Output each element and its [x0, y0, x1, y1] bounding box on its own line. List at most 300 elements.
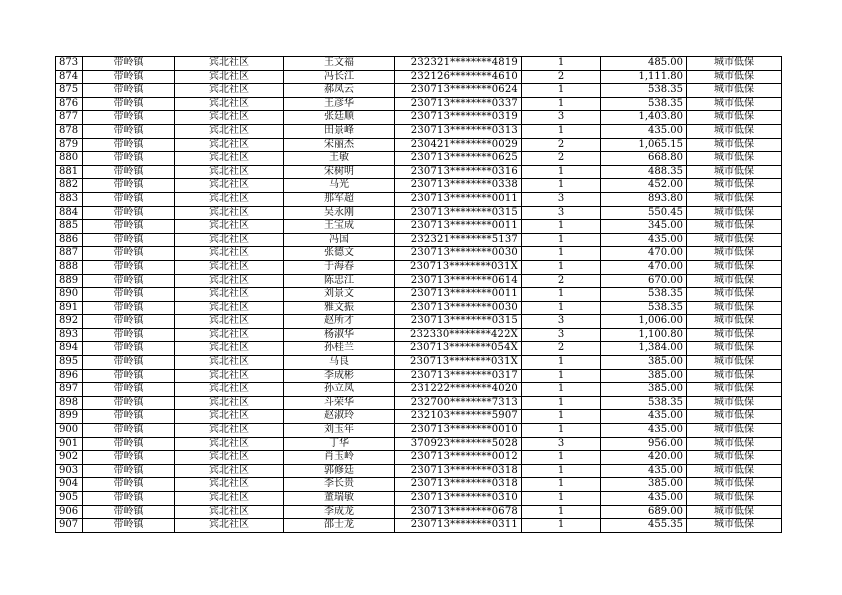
table-row [56, 505, 782, 519]
recipient-name-cell: 赵淑玲 [284, 410, 395, 424]
serial-number-cell: 890 [56, 288, 83, 302]
serial-number-cell: 884 [56, 206, 83, 220]
id-number-cell: 230713********0338 [395, 179, 522, 193]
allowance-type-cell: 城市低保 [687, 301, 782, 315]
id-number-cell: 230713********031X [395, 260, 522, 274]
allowance-type-cell: 城市低保 [687, 342, 782, 356]
table-row [56, 342, 782, 356]
serial-number-cell: 879 [56, 138, 83, 152]
recipient-name-cell: 孙桂兰 [284, 342, 395, 356]
allowance-type-cell: 城市低保 [687, 315, 782, 329]
town-cell: 带岭镇 [83, 220, 175, 234]
id-number-cell: 232321********4819 [395, 57, 522, 71]
town-cell: 带岭镇 [83, 288, 175, 302]
serial-number-cell: 888 [56, 260, 83, 274]
serial-number-cell: 887 [56, 247, 83, 261]
recipient-name-cell: 田景峰 [284, 124, 395, 138]
allowance-type-cell: 城市低保 [687, 124, 782, 138]
table-row [56, 519, 782, 533]
community-cell: 宾北社区 [175, 424, 284, 438]
recipient-name-cell: 于海春 [284, 260, 395, 274]
allowance-type-cell: 城市低保 [687, 410, 782, 424]
allowance-type-cell: 城市低保 [687, 505, 782, 519]
allowance-type-cell: 城市低保 [687, 192, 782, 206]
serial-number-cell: 875 [56, 84, 83, 98]
recipient-name-cell: 斗荣华 [284, 396, 395, 410]
amount-cell: 452.00 [601, 179, 687, 193]
serial-number-cell: 874 [56, 70, 83, 84]
serial-number-cell: 898 [56, 396, 83, 410]
serial-number-cell: 902 [56, 451, 83, 465]
amount-cell: 956.00 [601, 437, 687, 451]
recipient-name-cell: 郝凤云 [284, 84, 395, 98]
allowance-type-cell: 城市低保 [687, 383, 782, 397]
household-size-cell: 1 [522, 288, 601, 302]
amount-cell: 538.35 [601, 84, 687, 98]
recipient-name-cell: 刘玉年 [284, 424, 395, 438]
community-cell: 宾北社区 [175, 492, 284, 506]
household-size-cell: 1 [522, 97, 601, 111]
community-cell: 宾北社区 [175, 383, 284, 397]
id-number-cell: 232103********5907 [395, 410, 522, 424]
table-row [56, 206, 782, 220]
town-cell: 带岭镇 [83, 165, 175, 179]
household-size-cell: 1 [522, 165, 601, 179]
amount-cell: 470.00 [601, 260, 687, 274]
town-cell: 带岭镇 [83, 505, 175, 519]
id-number-cell: 230713********0313 [395, 124, 522, 138]
table-row [56, 301, 782, 315]
amount-cell: 385.00 [601, 383, 687, 397]
town-cell: 带岭镇 [83, 301, 175, 315]
recipient-name-cell: 赵所才 [284, 315, 395, 329]
recipient-name-cell: 杨淑华 [284, 328, 395, 342]
table-row [56, 220, 782, 234]
serial-number-cell: 903 [56, 464, 83, 478]
id-number-cell: 230713********054X [395, 342, 522, 356]
table-row [56, 111, 782, 125]
allowance-type-cell: 城市低保 [687, 369, 782, 383]
table-row [56, 192, 782, 206]
serial-number-cell: 882 [56, 179, 83, 193]
amount-cell: 435.00 [601, 424, 687, 438]
town-cell: 带岭镇 [83, 179, 175, 193]
recipient-name-cell: 刘景文 [284, 288, 395, 302]
town-cell: 带岭镇 [83, 57, 175, 71]
id-number-cell: 230713********031X [395, 356, 522, 370]
town-cell: 带岭镇 [83, 152, 175, 166]
community-cell: 宾北社区 [175, 84, 284, 98]
serial-number-cell: 901 [56, 437, 83, 451]
amount-cell: 435.00 [601, 492, 687, 506]
town-cell: 带岭镇 [83, 84, 175, 98]
community-cell: 宾北社区 [175, 57, 284, 71]
household-size-cell: 3 [522, 206, 601, 220]
community-cell: 宾北社区 [175, 315, 284, 329]
serial-number-cell: 899 [56, 410, 83, 424]
household-size-cell: 3 [522, 111, 601, 125]
household-size-cell: 1 [522, 424, 601, 438]
serial-number-cell: 905 [56, 492, 83, 506]
allowance-type-cell: 城市低保 [687, 464, 782, 478]
id-number-cell: 230713********0011 [395, 220, 522, 234]
serial-number-cell: 881 [56, 165, 83, 179]
recipient-name-cell: 雅文振 [284, 301, 395, 315]
allowance-type-cell: 城市低保 [687, 356, 782, 370]
community-cell: 宾北社区 [175, 124, 284, 138]
community-cell: 宾北社区 [175, 138, 284, 152]
household-size-cell: 1 [522, 57, 601, 71]
id-number-cell: 230713********0624 [395, 84, 522, 98]
table-row [56, 356, 782, 370]
table-row [56, 247, 782, 261]
town-cell: 带岭镇 [83, 356, 175, 370]
household-size-cell: 2 [522, 138, 601, 152]
id-number-cell: 230713********0310 [395, 492, 522, 506]
amount-cell: 538.35 [601, 396, 687, 410]
allowance-roll-sheet [55, 56, 782, 533]
recipient-name-cell: 张廷顺 [284, 111, 395, 125]
amount-cell: 385.00 [601, 356, 687, 370]
allowance-type-cell: 城市低保 [687, 478, 782, 492]
town-cell: 带岭镇 [83, 274, 175, 288]
amount-cell: 1,100.80 [601, 328, 687, 342]
town-cell: 带岭镇 [83, 315, 175, 329]
amount-cell: 1,384.00 [601, 342, 687, 356]
id-number-cell: 230713********0337 [395, 97, 522, 111]
table-row [56, 179, 782, 193]
id-number-cell: 232330********422X [395, 328, 522, 342]
recipient-name-cell: 王宝成 [284, 220, 395, 234]
town-cell: 带岭镇 [83, 260, 175, 274]
serial-number-cell: 892 [56, 315, 83, 329]
id-number-cell: 232700********7313 [395, 396, 522, 410]
recipient-name-cell: 肖玉岭 [284, 451, 395, 465]
id-number-cell: 230713********0011 [395, 288, 522, 302]
household-size-cell: 2 [522, 342, 601, 356]
recipient-name-cell: 冯国 [284, 233, 395, 247]
table-row [56, 124, 782, 138]
id-number-cell: 230713********0011 [395, 192, 522, 206]
allowance-type-cell: 城市低保 [687, 492, 782, 506]
town-cell: 带岭镇 [83, 70, 175, 84]
allowance-type-cell: 城市低保 [687, 70, 782, 84]
household-size-cell: 1 [522, 233, 601, 247]
allowance-type-cell: 城市低保 [687, 233, 782, 247]
community-cell: 宾北社区 [175, 410, 284, 424]
town-cell: 带岭镇 [83, 111, 175, 125]
amount-cell: 670.00 [601, 274, 687, 288]
community-cell: 宾北社区 [175, 519, 284, 533]
id-number-cell: 230713********0010 [395, 424, 522, 438]
allowance-type-cell: 城市低保 [687, 247, 782, 261]
household-size-cell: 1 [522, 492, 601, 506]
id-number-cell: 231222********4020 [395, 383, 522, 397]
amount-cell: 550.45 [601, 206, 687, 220]
serial-number-cell: 900 [56, 424, 83, 438]
recipient-name-cell: 那军超 [284, 192, 395, 206]
allowance-type-cell: 城市低保 [687, 519, 782, 533]
recipient-name-cell: 陈忠江 [284, 274, 395, 288]
allowance-table [55, 56, 782, 533]
id-number-cell: 230713********0625 [395, 152, 522, 166]
household-size-cell: 1 [522, 383, 601, 397]
community-cell: 宾北社区 [175, 288, 284, 302]
town-cell: 带岭镇 [83, 247, 175, 261]
amount-cell: 1,006.00 [601, 315, 687, 329]
allowance-type-cell: 城市低保 [687, 451, 782, 465]
community-cell: 宾北社区 [175, 451, 284, 465]
household-size-cell: 1 [522, 301, 601, 315]
amount-cell: 470.00 [601, 247, 687, 261]
id-number-cell: 232126********4610 [395, 70, 522, 84]
town-cell: 带岭镇 [83, 410, 175, 424]
amount-cell: 538.35 [601, 301, 687, 315]
community-cell: 宾北社区 [175, 342, 284, 356]
community-cell: 宾北社区 [175, 505, 284, 519]
table-row [56, 70, 782, 84]
allowance-type-cell: 城市低保 [687, 165, 782, 179]
serial-number-cell: 891 [56, 301, 83, 315]
recipient-name-cell: 李长贵 [284, 478, 395, 492]
serial-number-cell: 873 [56, 57, 83, 71]
community-cell: 宾北社区 [175, 165, 284, 179]
amount-cell: 689.00 [601, 505, 687, 519]
household-size-cell: 3 [522, 315, 601, 329]
allowance-type-cell: 城市低保 [687, 179, 782, 193]
table-row [56, 260, 782, 274]
table-row [56, 451, 782, 465]
recipient-name-cell: 冯长江 [284, 70, 395, 84]
household-size-cell: 1 [522, 451, 601, 465]
community-cell: 宾北社区 [175, 328, 284, 342]
town-cell: 带岭镇 [83, 97, 175, 111]
recipient-name-cell: 李成彬 [284, 369, 395, 383]
id-number-cell: 230713********0030 [395, 247, 522, 261]
serial-number-cell: 889 [56, 274, 83, 288]
table-row [56, 84, 782, 98]
community-cell: 宾北社区 [175, 464, 284, 478]
household-size-cell: 1 [522, 464, 601, 478]
household-size-cell: 3 [522, 192, 601, 206]
community-cell: 宾北社区 [175, 396, 284, 410]
amount-cell: 435.00 [601, 464, 687, 478]
table-row [56, 152, 782, 166]
amount-cell: 538.35 [601, 97, 687, 111]
amount-cell: 420.00 [601, 451, 687, 465]
community-cell: 宾北社区 [175, 247, 284, 261]
amount-cell: 385.00 [601, 478, 687, 492]
id-number-cell: 230713********0318 [395, 478, 522, 492]
id-number-cell: 230713********0316 [395, 165, 522, 179]
serial-number-cell: 894 [56, 342, 83, 356]
amount-cell: 435.00 [601, 124, 687, 138]
table-row [56, 424, 782, 438]
community-cell: 宾北社区 [175, 260, 284, 274]
town-cell: 带岭镇 [83, 424, 175, 438]
serial-number-cell: 883 [56, 192, 83, 206]
amount-cell: 538.35 [601, 288, 687, 302]
recipient-name-cell: 马良 [284, 356, 395, 370]
table-row [56, 478, 782, 492]
id-number-cell: 232321********5137 [395, 233, 522, 247]
serial-number-cell: 904 [56, 478, 83, 492]
town-cell: 带岭镇 [83, 328, 175, 342]
town-cell: 带岭镇 [83, 383, 175, 397]
id-number-cell: 230713********0614 [395, 274, 522, 288]
household-size-cell: 1 [522, 220, 601, 234]
recipient-name-cell: 吴永刚 [284, 206, 395, 220]
allowance-table-body [56, 57, 782, 533]
community-cell: 宾北社区 [175, 274, 284, 288]
table-row [56, 383, 782, 397]
household-size-cell: 1 [522, 124, 601, 138]
id-number-cell: 230421********0029 [395, 138, 522, 152]
serial-number-cell: 897 [56, 383, 83, 397]
serial-number-cell: 907 [56, 519, 83, 533]
amount-cell: 1,403.80 [601, 111, 687, 125]
serial-number-cell: 895 [56, 356, 83, 370]
serial-number-cell: 906 [56, 505, 83, 519]
town-cell: 带岭镇 [83, 206, 175, 220]
town-cell: 带岭镇 [83, 464, 175, 478]
allowance-type-cell: 城市低保 [687, 206, 782, 220]
community-cell: 宾北社区 [175, 70, 284, 84]
recipient-name-cell: 李成龙 [284, 505, 395, 519]
community-cell: 宾北社区 [175, 206, 284, 220]
serial-number-cell: 878 [56, 124, 83, 138]
id-number-cell: 230713********0315 [395, 206, 522, 220]
community-cell: 宾北社区 [175, 220, 284, 234]
allowance-type-cell: 城市低保 [687, 260, 782, 274]
household-size-cell: 2 [522, 274, 601, 288]
amount-cell: 435.00 [601, 410, 687, 424]
serial-number-cell: 877 [56, 111, 83, 125]
table-row [56, 369, 782, 383]
recipient-name-cell: 马光 [284, 179, 395, 193]
town-cell: 带岭镇 [83, 478, 175, 492]
community-cell: 宾北社区 [175, 301, 284, 315]
id-number-cell: 230713********0678 [395, 505, 522, 519]
town-cell: 带岭镇 [83, 519, 175, 533]
recipient-name-cell: 王彦华 [284, 97, 395, 111]
table-row [56, 315, 782, 329]
table-row [56, 97, 782, 111]
community-cell: 宾北社区 [175, 437, 284, 451]
allowance-type-cell: 城市低保 [687, 220, 782, 234]
recipient-name-cell: 王敏 [284, 152, 395, 166]
table-row [56, 288, 782, 302]
serial-number-cell: 876 [56, 97, 83, 111]
id-number-cell: 230713********0315 [395, 315, 522, 329]
allowance-type-cell: 城市低保 [687, 111, 782, 125]
amount-cell: 668.80 [601, 152, 687, 166]
household-size-cell: 1 [522, 396, 601, 410]
table-row [56, 410, 782, 424]
town-cell: 带岭镇 [83, 233, 175, 247]
recipient-name-cell: 邵士龙 [284, 519, 395, 533]
household-size-cell: 1 [522, 247, 601, 261]
amount-cell: 435.00 [601, 233, 687, 247]
amount-cell: 1,111.80 [601, 70, 687, 84]
allowance-type-cell: 城市低保 [687, 288, 782, 302]
community-cell: 宾北社区 [175, 152, 284, 166]
household-size-cell: 1 [522, 84, 601, 98]
household-size-cell: 2 [522, 70, 601, 84]
household-size-cell: 3 [522, 437, 601, 451]
serial-number-cell: 886 [56, 233, 83, 247]
amount-cell: 455.35 [601, 519, 687, 533]
household-size-cell: 2 [522, 152, 601, 166]
allowance-type-cell: 城市低保 [687, 437, 782, 451]
town-cell: 带岭镇 [83, 492, 175, 506]
id-number-cell: 230713********0319 [395, 111, 522, 125]
table-row [56, 437, 782, 451]
town-cell: 带岭镇 [83, 396, 175, 410]
allowance-type-cell: 城市低保 [687, 152, 782, 166]
town-cell: 带岭镇 [83, 437, 175, 451]
amount-cell: 385.00 [601, 369, 687, 383]
id-number-cell: 370923********5028 [395, 437, 522, 451]
id-number-cell: 230713********0030 [395, 301, 522, 315]
serial-number-cell: 893 [56, 328, 83, 342]
id-number-cell: 230713********0311 [395, 519, 522, 533]
household-size-cell: 1 [522, 478, 601, 492]
id-number-cell: 230713********0318 [395, 464, 522, 478]
table-row [56, 138, 782, 152]
recipient-name-cell: 王文福 [284, 57, 395, 71]
household-size-cell: 1 [522, 505, 601, 519]
id-number-cell: 230713********0317 [395, 369, 522, 383]
table-row [56, 464, 782, 478]
town-cell: 带岭镇 [83, 192, 175, 206]
table-row [56, 233, 782, 247]
town-cell: 带岭镇 [83, 138, 175, 152]
table-row [56, 328, 782, 342]
serial-number-cell: 896 [56, 369, 83, 383]
amount-cell: 488.35 [601, 165, 687, 179]
recipient-name-cell: 宋树明 [284, 165, 395, 179]
community-cell: 宾北社区 [175, 192, 284, 206]
allowance-type-cell: 城市低保 [687, 138, 782, 152]
amount-cell: 1,065.15 [601, 138, 687, 152]
table-row [56, 274, 782, 288]
allowance-type-cell: 城市低保 [687, 274, 782, 288]
table-row [56, 57, 782, 71]
community-cell: 宾北社区 [175, 97, 284, 111]
serial-number-cell: 885 [56, 220, 83, 234]
household-size-cell: 1 [522, 369, 601, 383]
allowance-type-cell: 城市低保 [687, 57, 782, 71]
allowance-type-cell: 城市低保 [687, 396, 782, 410]
community-cell: 宾北社区 [175, 233, 284, 247]
community-cell: 宾北社区 [175, 478, 284, 492]
recipient-name-cell: 丁华 [284, 437, 395, 451]
community-cell: 宾北社区 [175, 179, 284, 193]
allowance-type-cell: 城市低保 [687, 97, 782, 111]
id-number-cell: 230713********0012 [395, 451, 522, 465]
allowance-type-cell: 城市低保 [687, 84, 782, 98]
table-row [56, 165, 782, 179]
household-size-cell: 1 [522, 410, 601, 424]
amount-cell: 485.00 [601, 57, 687, 71]
amount-cell: 893.80 [601, 192, 687, 206]
household-size-cell: 1 [522, 260, 601, 274]
recipient-name-cell: 张德文 [284, 247, 395, 261]
town-cell: 带岭镇 [83, 124, 175, 138]
town-cell: 带岭镇 [83, 369, 175, 383]
amount-cell: 345.00 [601, 220, 687, 234]
